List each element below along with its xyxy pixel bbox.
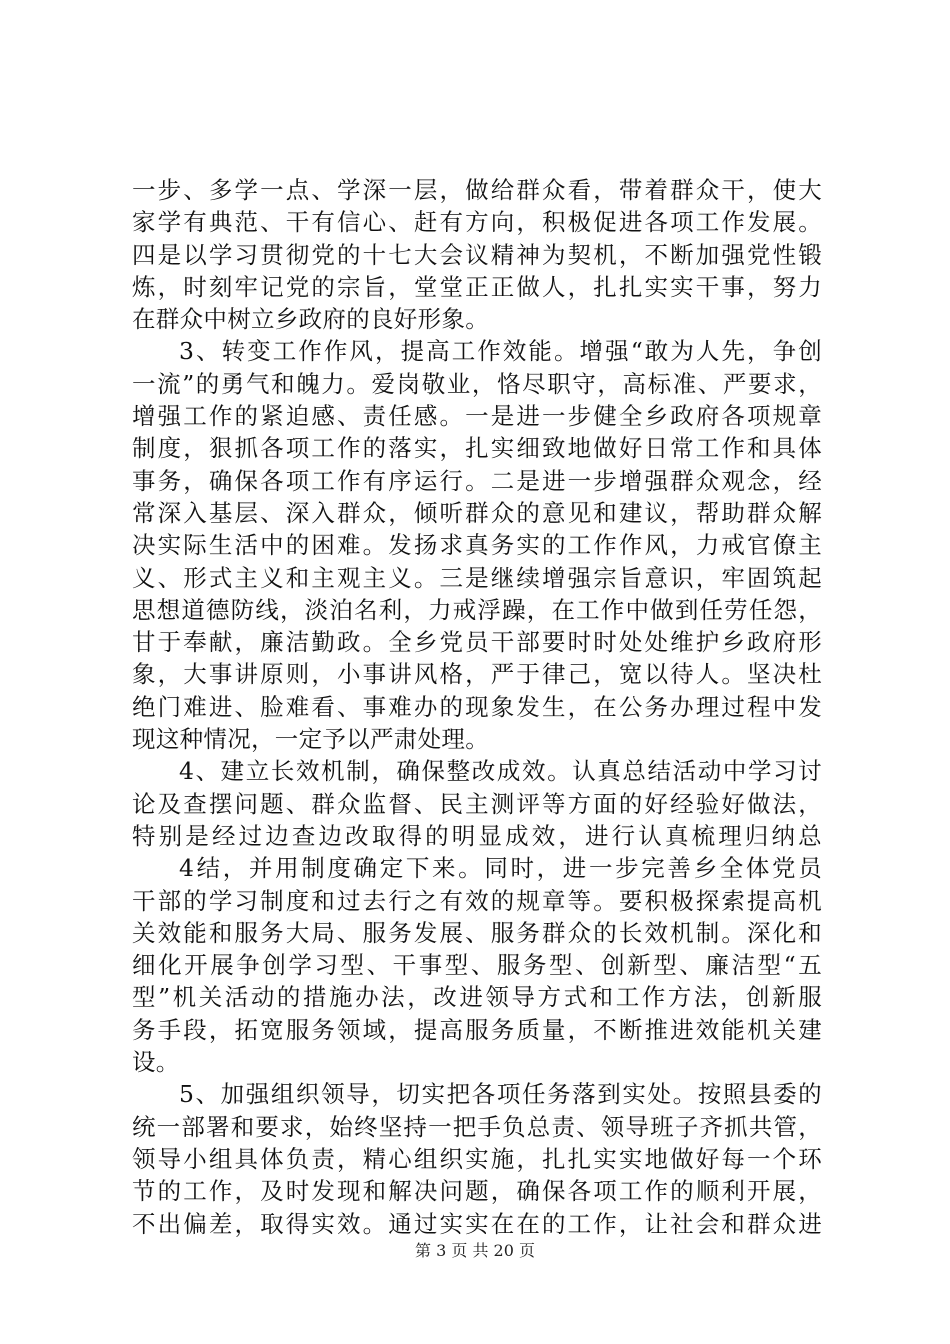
text-line: 事务，确保各项工作有序运行。二是进一步增强群众观念，经 [132,466,822,495]
text-line: 思想道德防线，淡泊名利，力戒浮躁，在工作中做到任劳任怨， [132,595,822,624]
text-line: 四是以学习贯彻党的十七大会议精神为契机，不断加强党性锻 [132,240,822,269]
text-line: 节的工作，及时发现和解决问题，确保各项工作的顺利开展， [132,1177,822,1206]
text-line: 象，大事讲原则，小事讲风格，严于律己，宽以待人。坚决杜 [132,660,822,689]
text-line: 务手段，拓宽服务领域，提高服务质量，不断推进效能机关建 [132,1015,822,1044]
text-line: 干部的学习制度和过去行之有效的规章等。要积极探索提高机 [132,886,822,915]
text-line: 现这种情况，一定予以严肃处理。 [132,725,489,754]
text-line: 设。 [132,1048,180,1077]
text-line: 领导小组具体负责，精心组织实施，扎扎实实地做好每一个环 [132,1144,822,1173]
text-line: 5、加强组织领导，切实把各项任务落到实处。按照县委的 [179,1080,822,1109]
text-line: 家学有典范、干有信心、赶有方向，积极促进各项工作发展。 [132,208,822,237]
text-line: 常深入基层、深入群众，倾听群众的意见和建议，帮助群众解 [132,498,822,527]
text-line: 关效能和服务大局、服务发展、服务群众的长效机制。深化和 [132,918,822,947]
text-line: 炼，时刻牢记党的宗旨，堂堂正正做人，扎扎实实干事，努力 [132,272,822,301]
text-line: 制度，狠抓各项工作的落实，扎实细致地做好日常工作和具体 [132,434,822,463]
text-line: 型”机关活动的措施办法，改进领导方式和工作方法，创新服 [132,983,822,1012]
page-number-footer: 第 3 页 共 20 页 [415,1241,535,1260]
text-line: 细化开展争创学习型、干事型、服务型、创新型、廉洁型“五 [132,951,822,980]
text-line: 义、形式主义和主观主义。三是继续增强宗旨意识，牢固筑起 [132,563,822,592]
text-line: 决实际生活中的困难。发扬求真务实的工作作风，力戒官僚主 [132,531,822,560]
text-line: 绝门难进、脸难看、事难办的现象发生，在公务办理过程中发 [132,692,822,721]
text-line: 4结，并用制度确定下来。同时，进一步完善乡全体党员 [179,854,822,883]
text-line: 特别是经过边查边改取得的明显成效，进行认真梳理归纳总 [132,821,822,850]
text-line: 一流”的勇气和魄力。爱岗敬业，恪尽职守，高标准、严要求， [132,369,822,398]
text-line: 在群众中树立乡政府的良好形象。 [132,305,489,334]
text-line: 增强工作的紧迫感、责任感。一是进一步健全乡政府各项规章 [132,402,822,431]
text-line: 论及查摆问题、群众监督、民主测评等方面的好经验好做法， [132,789,822,818]
body-text [132,174,822,1240]
text-line: 统一部署和要求，始终坚持一把手负总责、领导班子齐抓共管， [132,1112,822,1141]
text-line: 一步、多学一点、学深一层，做给群众看，带着群众干，使大 [132,176,822,204]
text-line: 甘于奉献，廉洁勤政。全乡党员干部要时时处处维护乡政府形 [132,628,822,657]
text-line: 4、建立长效机制，确保整改成效。认真总结活动中学习讨 [179,757,822,786]
text-line: 3、转变工作作风，提高工作效能。增强“敢为人先，争创 [179,337,822,366]
text-line: 不出偏差，取得实效。通过实实在在的工作，让社会和群众进 [132,1209,822,1238]
